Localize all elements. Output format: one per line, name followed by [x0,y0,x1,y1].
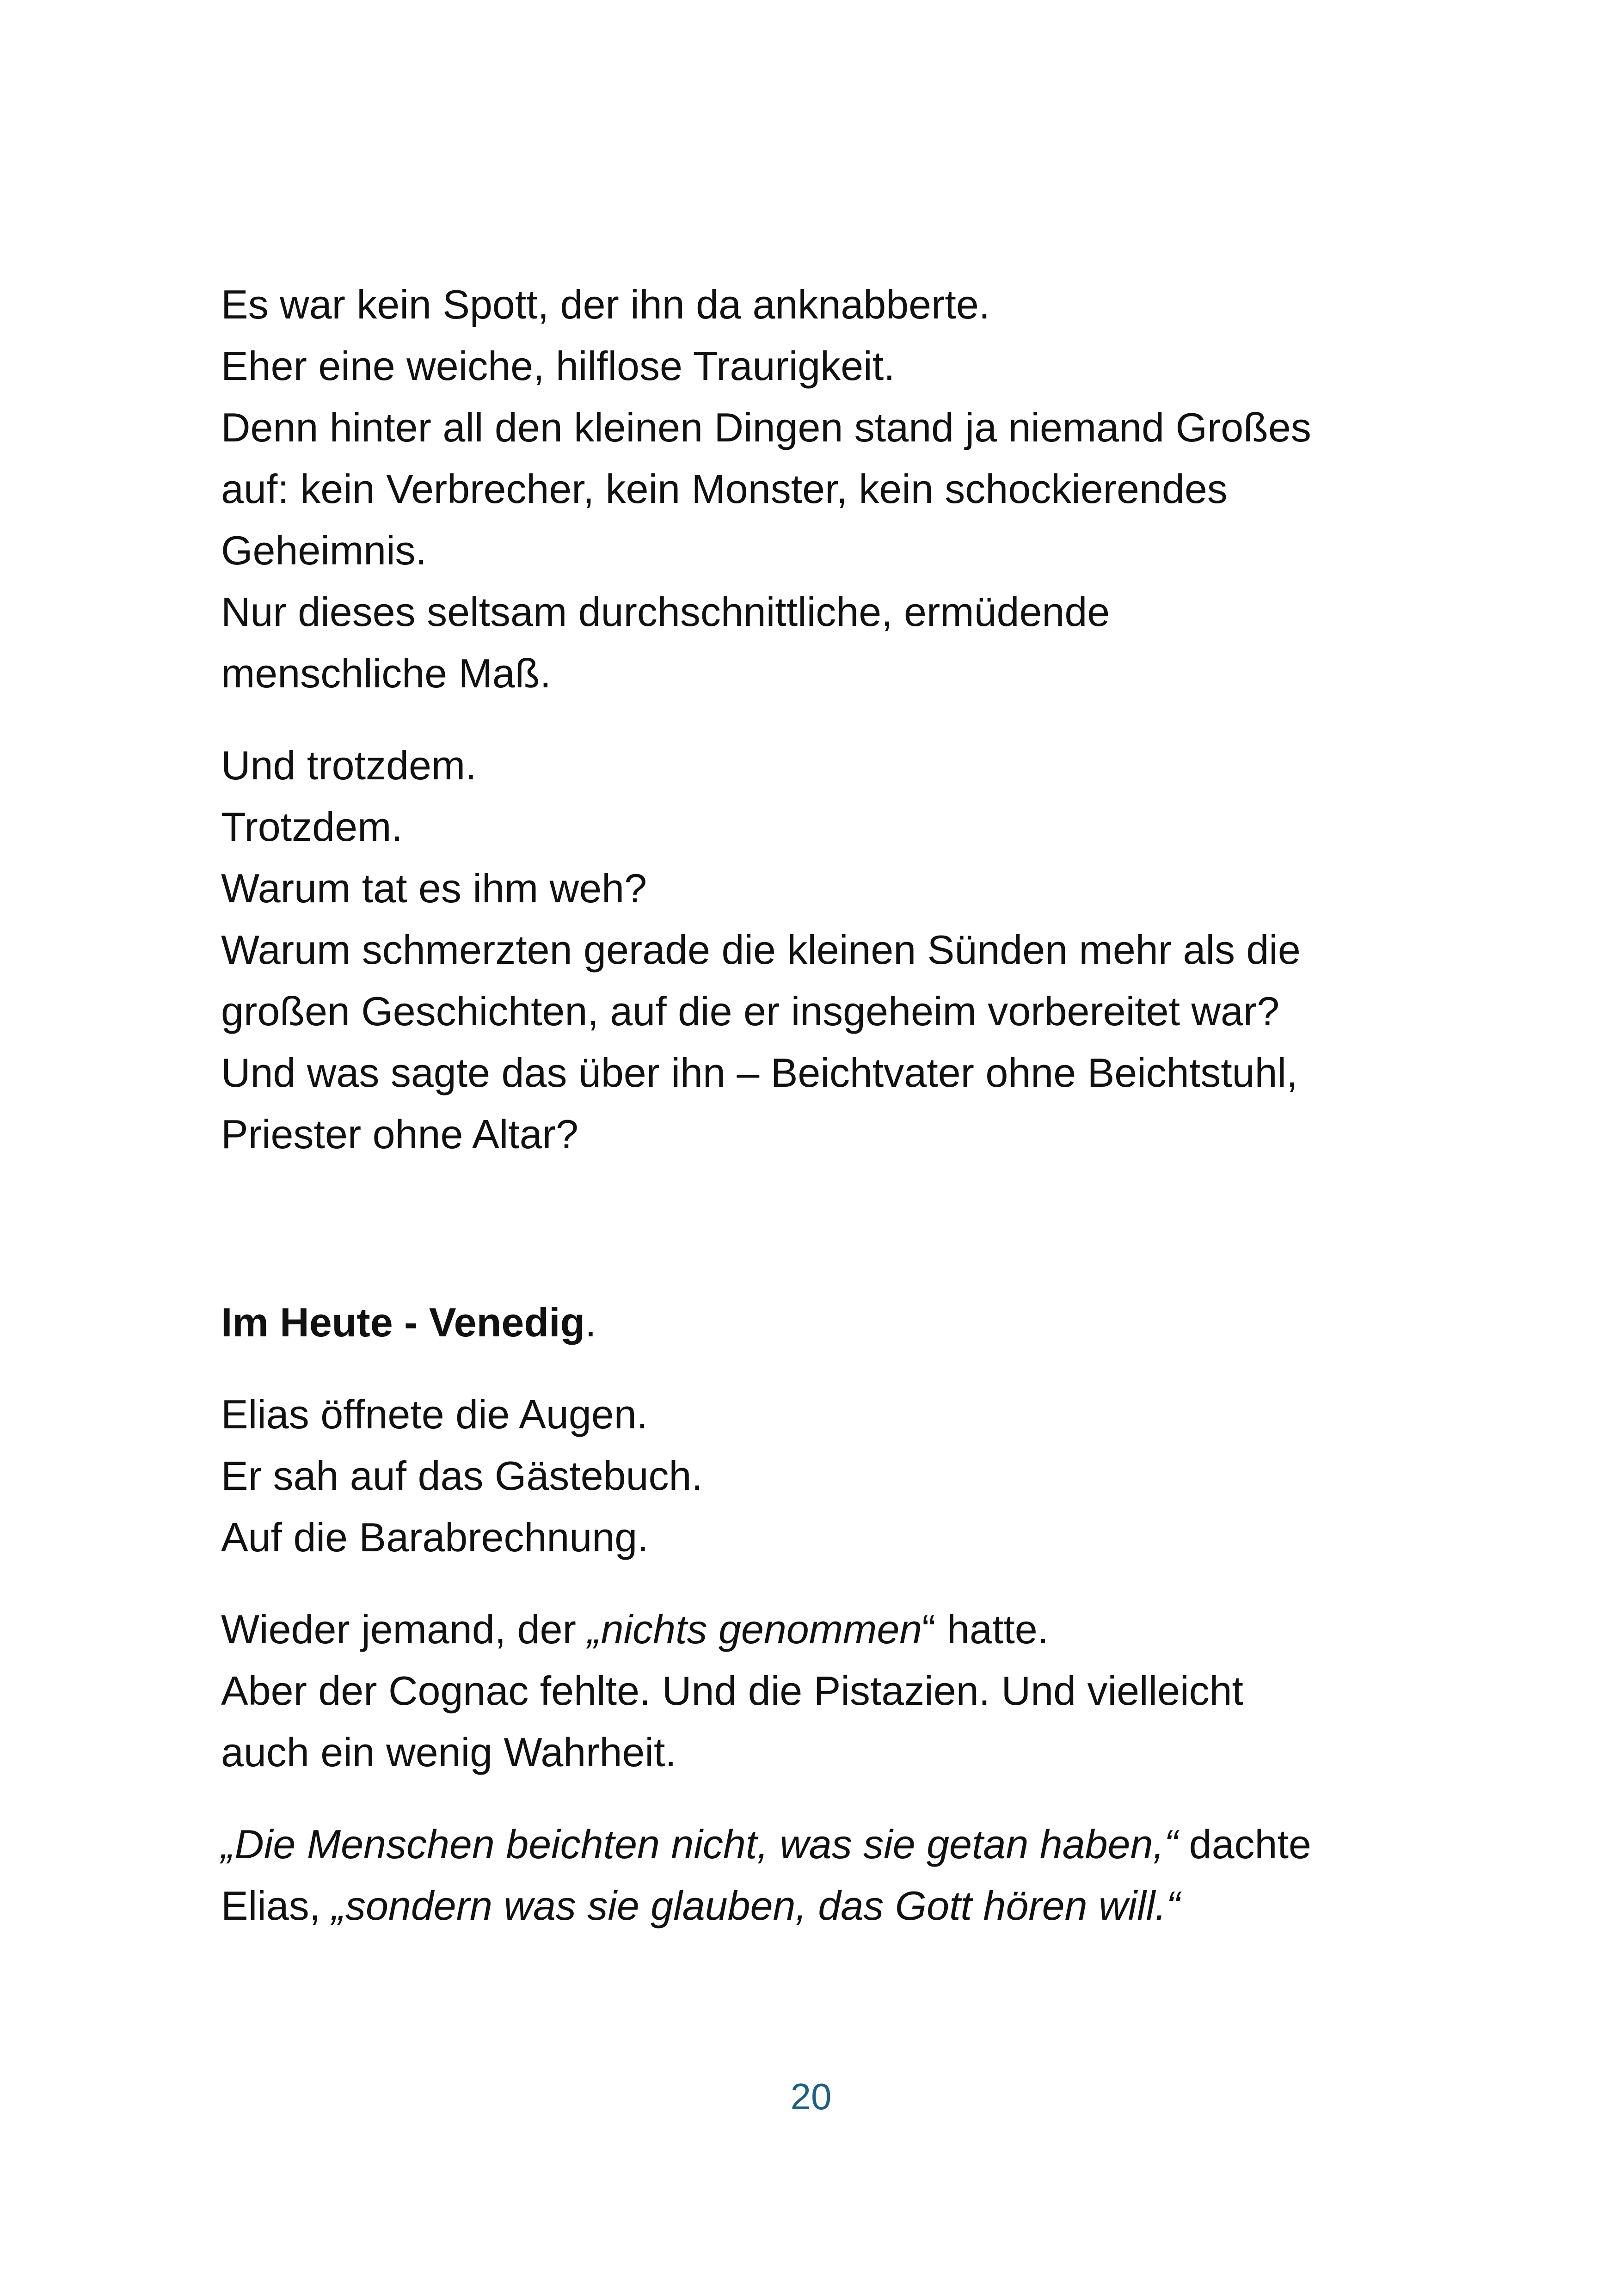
text-line: großen Geschichten, auf die er insgeheim vorbereitet war? [221,988,1280,1034]
text-line: Es war kein Spott, der ihn da anknabberte. [221,282,990,327]
text-line: auf: kein Verbrecher, kein Monster, kein schockierendes [221,466,1228,512]
text-line: Warum tat es ihm weh? [221,865,647,911]
text-line: menschliche Maß. [221,650,552,696]
text-line: Aber der Cognac fehlte. Und die Pistazien. Und vielleicht [221,1668,1243,1714]
text-line: Warum schmerzten gerade die kleinen Sünden mehr als die [221,927,1301,973]
text-line: Und was sagte das über ihn – Beichtvater ohne Beichtstuhl, [221,1050,1298,1096]
paragraph-3 [221,1384,1405,1568]
text-line: Eher eine weiche, hilflose Traurigkeit. [221,343,895,389]
text-line: Geheimnis. [221,527,427,573]
text-line: Elias, „sondern was sie glauben, das Gott hören will.“ [221,1883,1180,1929]
section-heading-punct: . [585,1299,596,1345]
text-line: Und trotzdem. [221,742,477,788]
text-line: auch ein wenig Wahrheit. [221,1729,676,1775]
emphasis-quote: „nichts genommen [587,1606,922,1652]
text-line: Denn hinter all den kleinen Dingen stand ja niemand Großes [221,404,1311,450]
page-body [221,274,1405,1936]
emphasis-quote: „Die Menschen beichten nicht, was sie getan haben,“ [221,1821,1178,1867]
paragraph-1 [221,274,1405,704]
text-line: Nur dieses seltsam durchschnittliche, ermüdende [221,589,1110,635]
emphasis-quote: „sondern was sie glauben, das Gott hören will.“ [332,1883,1180,1929]
text-line: Wieder jemand, der „nichts genommen“ hatte. [221,1606,1049,1652]
text-line: Trotzdem. [221,804,403,850]
text-line: Auf die Barabrechnung. [221,1514,649,1560]
page-number: 20 [790,2076,832,2117]
paragraph-5 [221,1813,1405,1936]
section-heading-title: Im Heute - Venedig [221,1299,585,1345]
section-heading [221,1292,1405,1353]
text-line: Priester ohne Altar? [221,1111,578,1157]
paragraph-2 [221,735,1405,1165]
paragraph-4 [221,1598,1405,1783]
text-line: Elias öffnete die Augen. [221,1391,648,1437]
text-line: „Die Menschen beichten nicht, was sie getan haben,“ dachte [221,1821,1311,1867]
text-line: Er sah auf das Gästebuch. [221,1453,703,1499]
